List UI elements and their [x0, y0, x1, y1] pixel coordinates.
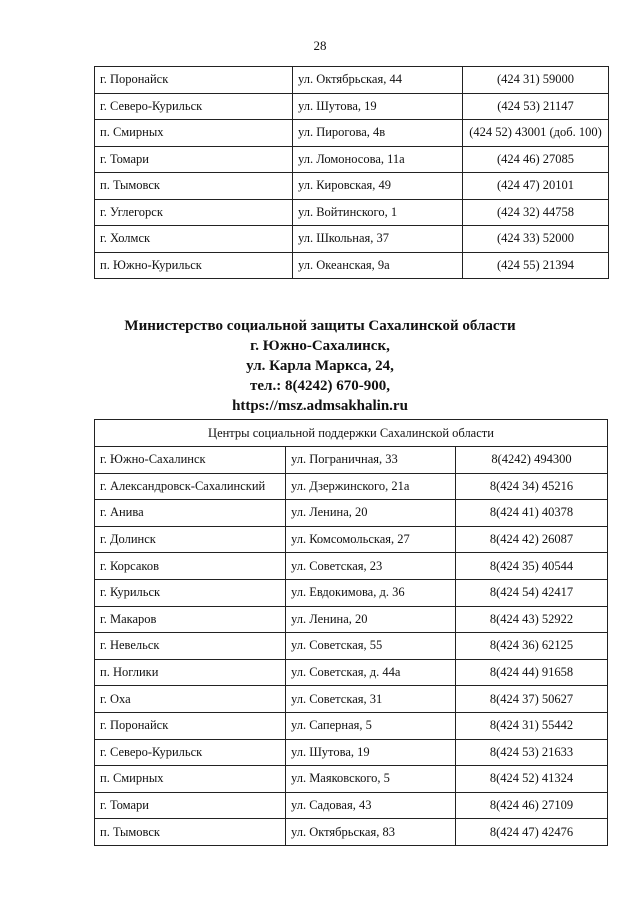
city-cell: г. Анива [95, 500, 286, 527]
phone-cell: (424 55) 21394 [463, 252, 609, 279]
ministry-website: https://msz.admsakhalin.ru [232, 398, 408, 414]
phone-cell: 8(424 36) 62125 [456, 633, 608, 660]
address-cell: ул. Советская, д. 44а [286, 659, 456, 686]
table-header-row [95, 420, 608, 447]
phone-cell: (424 53) 21147 [463, 93, 609, 120]
address-cell: ул. Дзержинского, 21а [286, 473, 456, 500]
table-row [95, 659, 608, 686]
phone-cell: 8(424 37) 50627 [456, 686, 608, 713]
table-row [95, 226, 609, 253]
phone-cell: 8(424 53) 21633 [456, 739, 608, 766]
table-row [95, 792, 608, 819]
address-cell: ул. Пограничная, 33 [286, 447, 456, 474]
address-cell: ул. Кировская, 49 [293, 173, 463, 200]
city-cell: г. Северо-Курильск [95, 93, 293, 120]
city-cell: г. Поронайск [95, 67, 293, 94]
city-cell: г. Оха [95, 686, 286, 713]
ministry-phone: тел.: 8(4242) 670-900, [250, 378, 390, 394]
city-cell: г. Долинск [95, 526, 286, 553]
support-centers-table [94, 419, 608, 846]
table-row [95, 739, 608, 766]
phone-cell: (424 31) 59000 [463, 67, 609, 94]
phone-cell: (424 47) 20101 [463, 173, 609, 200]
city-cell: г. Углегорск [95, 199, 293, 226]
table-row [95, 67, 609, 94]
table-row [95, 473, 608, 500]
address-cell: ул. Шутова, 19 [293, 93, 463, 120]
table-row [95, 712, 608, 739]
table-row [95, 553, 608, 580]
city-cell: г. Холмск [95, 226, 293, 253]
address-cell: ул. Ленина, 20 [286, 606, 456, 633]
table-row [95, 199, 609, 226]
phone-cell: 8(424 34) 45216 [456, 473, 608, 500]
phone-cell: 8(4242) 494300 [456, 447, 608, 474]
address-cell: ул. Советская, 55 [286, 633, 456, 660]
phone-cell: (424 52) 43001 (доб. 100) [463, 120, 609, 147]
ministry-street: ул. Карла Маркса, 24, [246, 358, 394, 374]
city-cell: г. Южно-Сахалинск [95, 447, 286, 474]
city-cell: п. Южно-Курильск [95, 252, 293, 279]
page-number: 28 [313, 38, 327, 53]
address-cell: ул. Октябрьская, 83 [286, 819, 456, 846]
table-row [95, 606, 608, 633]
city-cell: г. Томари [95, 146, 293, 173]
table-title: Центры социальной поддержки Сахалинской области [95, 420, 608, 447]
address-cell: ул. Саперная, 5 [286, 712, 456, 739]
city-cell: г. Томари [95, 792, 286, 819]
city-cell: г. Невельск [95, 633, 286, 660]
table-row [95, 500, 608, 527]
city-cell: п. Тымовск [95, 173, 293, 200]
city-cell: г. Северо-Курильск [95, 739, 286, 766]
table-row [95, 819, 608, 846]
phone-cell: 8(424 42) 26087 [456, 526, 608, 553]
support-centers-table-body [95, 420, 608, 846]
city-cell: г. Макаров [95, 606, 286, 633]
offices-table [94, 66, 609, 279]
phone-cell: 8(424 47) 42476 [456, 819, 608, 846]
table-row [95, 766, 608, 793]
phone-cell: 8(424 52) 41324 [456, 766, 608, 793]
address-cell: ул. Ленина, 20 [286, 500, 456, 527]
table-row [95, 173, 609, 200]
address-cell: ул. Советская, 23 [286, 553, 456, 580]
city-cell: г. Корсаков [95, 553, 286, 580]
table-row [95, 526, 608, 553]
city-cell: г. Курильск [95, 579, 286, 606]
address-cell: ул. Маяковского, 5 [286, 766, 456, 793]
city-cell: п. Ноглики [95, 659, 286, 686]
table-row [95, 146, 609, 173]
offices-table-body [95, 67, 609, 279]
address-cell: ул. Школьная, 37 [293, 226, 463, 253]
address-cell: ул. Ломоносова, 11а [293, 146, 463, 173]
table-row [95, 633, 608, 660]
city-cell: г. Поронайск [95, 712, 286, 739]
phone-cell: 8(424 54) 42417 [456, 579, 608, 606]
ministry-heading [0, 316, 640, 416]
phone-cell: (424 33) 52000 [463, 226, 609, 253]
address-cell: ул. Евдокимова, д. 36 [286, 579, 456, 606]
city-cell: г. Александровск-Сахалинский [95, 473, 286, 500]
phone-cell: 8(424 31) 55442 [456, 712, 608, 739]
table-row [95, 579, 608, 606]
phone-cell: 8(424 44) 91658 [456, 659, 608, 686]
table-row [95, 686, 608, 713]
table-row [95, 252, 609, 279]
address-cell: ул. Шутова, 19 [286, 739, 456, 766]
city-cell: п. Смирных [95, 120, 293, 147]
phone-cell: 8(424 41) 40378 [456, 500, 608, 527]
address-cell: ул. Советская, 31 [286, 686, 456, 713]
ministry-city: г. Южно-Сахалинск, [250, 338, 390, 354]
ministry-name: Министерство социальной защиты Сахалинской области [124, 318, 516, 334]
phone-cell: (424 32) 44758 [463, 199, 609, 226]
address-cell: ул. Октябрьская, 44 [293, 67, 463, 94]
city-cell: п. Тымовск [95, 819, 286, 846]
address-cell: ул. Пирогова, 4в [293, 120, 463, 147]
table-row [95, 447, 608, 474]
address-cell: ул. Океанская, 9а [293, 252, 463, 279]
phone-cell: (424 46) 27085 [463, 146, 609, 173]
address-cell: ул. Комсомольская, 27 [286, 526, 456, 553]
phone-cell: 8(424 35) 40544 [456, 553, 608, 580]
address-cell: ул. Садовая, 43 [286, 792, 456, 819]
phone-cell: 8(424 46) 27109 [456, 792, 608, 819]
address-cell: ул. Войтинского, 1 [293, 199, 463, 226]
table-row [95, 93, 609, 120]
city-cell: п. Смирных [95, 766, 286, 793]
phone-cell: 8(424 43) 52922 [456, 606, 608, 633]
table-row [95, 120, 609, 147]
